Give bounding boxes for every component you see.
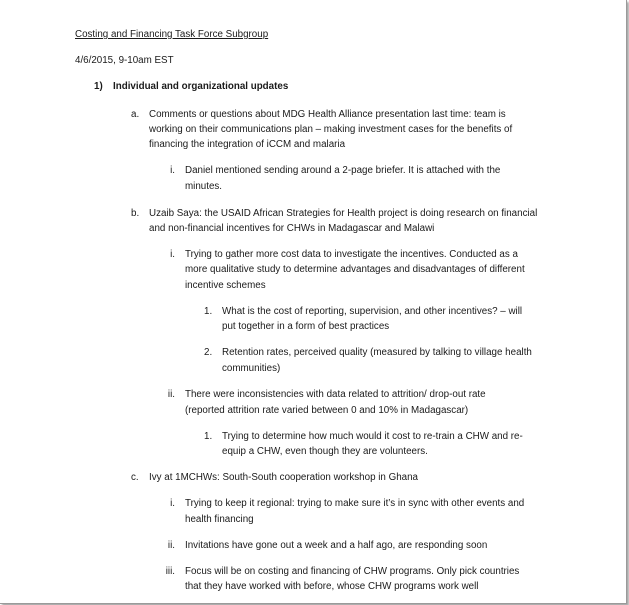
item-b-i-2-line-1: Retention rates, perceived quality (measured by talking to village health	[222, 347, 532, 358]
item-b-ii-marker: ii.	[167, 389, 175, 400]
item-c-i-line-2: health financing	[185, 514, 254, 525]
item-c-iii-marker: iii.	[165, 566, 175, 577]
item-b-line-1: Uzaib Saya: the USAID African Strategies for Health project is doing research on financial	[149, 208, 538, 219]
item-c-ii-line-1: Invitations have gone out a week and a half ago, are responding soon	[185, 540, 488, 551]
item-b-line-2: and non-financial incentives for CHWs in Madagascar and Malawi	[149, 223, 435, 234]
item-c-iii-line-2: that they have worked with before, whose CHW programs work well	[185, 581, 479, 592]
item-b-i-1-line-2: put together in a form of best practices	[222, 321, 390, 332]
item-b-ii-1-line-1: Trying to determine how much would it cost to re-train a CHW and re-	[222, 431, 523, 442]
item-b-i-line-2: more qualitative study to determine advantages and disadvantages of different	[185, 264, 525, 275]
item-a-line-3: financing the integration of iCCM and malaria	[149, 139, 346, 150]
item-c-line-1: Ivy at 1MCHWs: South-South cooperation workshop in Ghana	[149, 472, 419, 483]
item-b-i-marker: i.	[170, 249, 175, 260]
item-a-line-2: working on their communications plan – making investment cases for the benefits of	[149, 124, 513, 135]
item-b-i-2-marker: 2.	[204, 347, 213, 358]
item-a-line-1: Comments or questions about MDG Health Alliance presentation last time: team is	[149, 109, 506, 120]
section-1-marker: 1)	[94, 81, 103, 92]
section-1-heading: Individual and organizational updates	[113, 81, 289, 92]
item-b-ii-1-marker: 1.	[204, 431, 213, 442]
item-b-i-1-line-1: What is the cost of reporting, supervision, and other incentives? – will	[222, 306, 523, 317]
document-title: Costing and Financing Task Force Subgroup	[75, 29, 269, 40]
item-c-i-line-1: Trying to keep it regional: trying to make sure it’s in sync with other events and	[185, 498, 525, 509]
item-b-i-1-marker: 1.	[204, 306, 213, 317]
item-b-i-line-1: Trying to gather more cost data to investigate the incentives. Conducted as a	[185, 249, 518, 260]
meeting-date: 4/6/2015, 9-10am EST	[75, 55, 174, 66]
item-c-iii-line-1: Focus will be on costing and financing of CHW programs. Only pick countries	[185, 566, 520, 577]
item-c-i-marker: i.	[170, 498, 175, 509]
item-a-i-line-1: Daniel mentioned sending around a 2-page briefer. It is attached with the	[185, 165, 501, 176]
item-b-ii-line-1: There were inconsistencies with data related to attrition/ drop-out rate	[185, 389, 486, 400]
item-a-i-line-2: minutes.	[185, 181, 223, 192]
item-c-ii-marker: ii.	[167, 540, 175, 551]
item-b-ii-1-line-2: equip a CHW, even though they are volunteers.	[222, 446, 428, 457]
item-b-i-line-3: incentive schemes	[185, 280, 266, 291]
item-c-marker: c.	[131, 472, 139, 483]
item-b-ii-line-2: (reported attrition rate varied between 0 and 10% in Madagascar)	[185, 405, 469, 416]
item-a-i-marker: i.	[170, 165, 175, 176]
item-a-marker: a.	[131, 109, 140, 120]
item-b-marker: b.	[131, 208, 140, 219]
item-b-i-2-line-2: communities)	[222, 363, 281, 374]
